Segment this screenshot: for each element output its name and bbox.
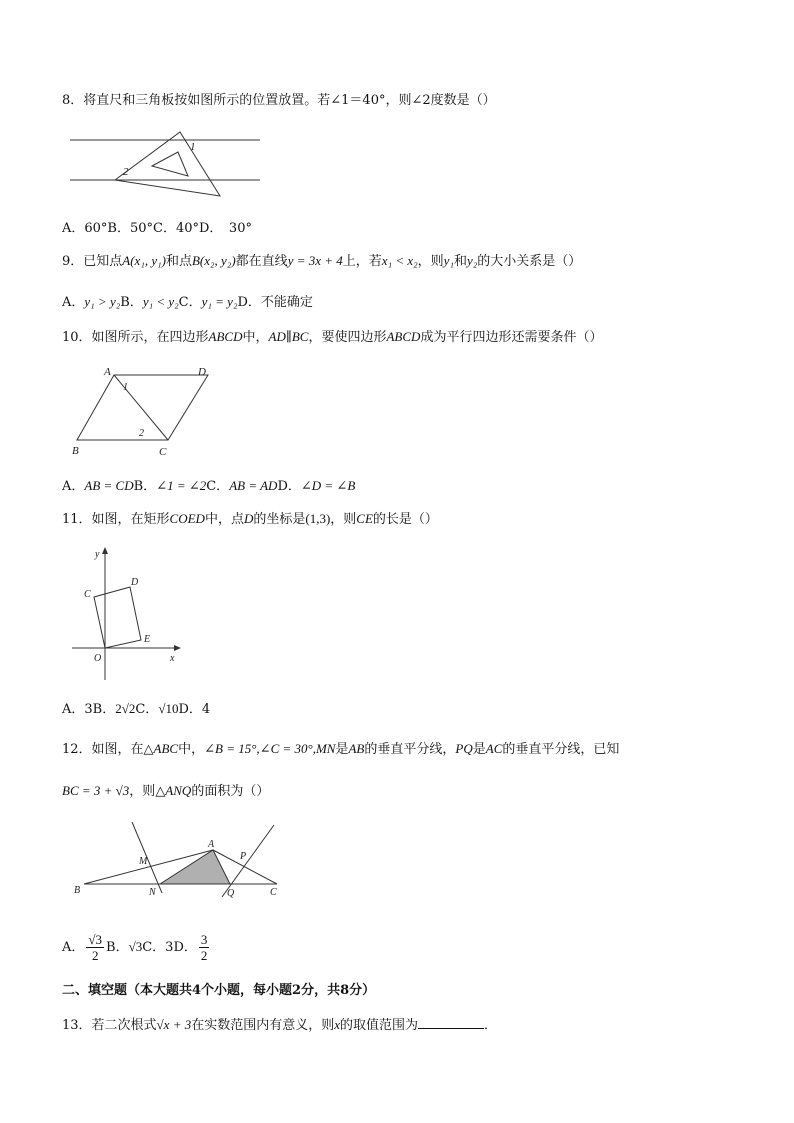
q10-label-2: 2: [139, 428, 144, 439]
q12-segment-ab: AB: [348, 741, 365, 756]
q12-option-d-fraction: [199, 932, 210, 963]
q12-text: ，则: [129, 784, 156, 799]
q12-label-m: M: [139, 856, 148, 867]
q12-option-a-fraction: [86, 932, 104, 963]
q12-bc-length: BC = 3 + √3: [62, 783, 130, 798]
q10-text: 中，: [242, 330, 269, 345]
section-title-fill-blank: 二、填空题（本大题共4个小题，每小题2分，共8分）: [62, 983, 376, 998]
q10-option-a-math: AB = CD: [84, 478, 134, 493]
q12-stem-line1: [62, 740, 619, 759]
q9-point-b: B(x₂, y₂): [191, 253, 236, 268]
q12-triangle-anq: △ANQ: [155, 783, 192, 798]
q13-text: ．: [484, 1018, 498, 1033]
q10-option-c: C．: [206, 479, 230, 494]
q11-label-o: O: [94, 653, 102, 664]
q10-options: [62, 477, 355, 496]
q11-label-y: y: [95, 549, 100, 560]
q11-option-d: D．4: [178, 702, 211, 717]
q9-option-a: A．: [62, 295, 85, 310]
q13-radical: √x + 3: [156, 1017, 192, 1032]
q13-text: 在实数范围内有意义，则: [191, 1018, 335, 1033]
q8-stem: 8．将直尺和三角板按如图所示的位置放置。若∠1＝40°，则∠2度数是（）: [62, 93, 496, 108]
q11-option-a: A．3B．: [62, 702, 116, 717]
q12-stem-line2: [62, 782, 269, 801]
q12-label-b: B: [74, 885, 81, 896]
q12-label-n: N: [149, 887, 156, 898]
q11-options: [62, 700, 210, 719]
q12-segment-pq: PQ: [455, 741, 473, 756]
q10-text: 10．如图所示，在四边形: [62, 330, 209, 345]
q8-label-1: 1: [190, 141, 196, 153]
q11-option-c-math: √10: [158, 701, 179, 716]
q12-option-d-numerator: 3: [200, 932, 208, 947]
q12-angles: ∠B = 15°,∠C = 30°,MN: [204, 741, 336, 756]
q11-rect: COED: [169, 511, 205, 526]
q9-text: ，则: [417, 254, 444, 269]
q12-option-a: A．: [62, 940, 85, 955]
q11-point-d: D: [243, 511, 254, 526]
q11-stem: [62, 510, 438, 529]
q11-label-d: D: [131, 577, 139, 588]
q12-text: 的垂直平分线，已知: [502, 742, 620, 757]
q12-option-d-denominator: 2: [200, 948, 208, 963]
q12-text: 12．如图，在: [62, 742, 144, 757]
q12-option-a-denominator: 2: [91, 948, 99, 963]
q8-options: A．60°B．50°C．40°D． 30°: [62, 221, 252, 236]
q11-option-c: C．: [135, 702, 159, 717]
q12-label-a: A: [208, 839, 215, 850]
q12-option-a-numerator: √3: [88, 932, 103, 947]
q9-text: 和点: [165, 254, 192, 269]
q12-text: 是: [472, 742, 486, 757]
q13-variable: x: [334, 1017, 341, 1032]
q11-text: 的坐标是: [253, 512, 306, 527]
q9-text: 和: [453, 254, 467, 269]
q10-option-d-math: ∠D = ∠B: [300, 478, 356, 493]
q9-y2: y₂: [466, 253, 478, 268]
q12-text: 是: [335, 742, 349, 757]
q10-option-a: A．: [62, 479, 85, 494]
q10-option-b-math: ∠1 = ∠2: [156, 478, 207, 493]
q12-option-b-math: √3: [128, 939, 143, 954]
q12-label-q: Q: [227, 888, 235, 899]
q10-parallel: AD∥BC: [268, 329, 309, 344]
q12-label-c: C: [270, 887, 277, 898]
q10-text: 成为平行四边形还需要条件（）: [420, 330, 603, 345]
q11-text: ，则: [330, 512, 357, 527]
q9-option-b-math: y₁ < y₂: [142, 294, 179, 309]
q9-options: [62, 293, 313, 312]
q8-figure: [70, 128, 265, 200]
q12-text: 的面积为（）: [191, 784, 270, 799]
q9-text: 9．已知点: [62, 254, 123, 269]
q10-figure: [70, 363, 225, 458]
q11-coordinate: (1,3): [305, 511, 331, 526]
q10-option-b: B．: [133, 479, 157, 494]
q12-option-b: B．: [106, 940, 129, 955]
q13-answer-blank[interactable]: [418, 1016, 484, 1029]
q11-option-b-math: 2√2: [115, 701, 136, 716]
q9-stem: [62, 252, 581, 271]
q9-y1: y₁: [443, 253, 454, 268]
q11-text: 的长是（）: [372, 512, 438, 527]
q12-text: 的垂直平分线，: [364, 742, 456, 757]
q12-options: [62, 930, 211, 965]
q10-option-c-math: AB = AD: [229, 478, 278, 493]
q12-figure: [72, 815, 287, 900]
q10-option-d: D．: [277, 479, 301, 494]
q9-option-c-math: y₁ = y₂: [201, 294, 238, 309]
q9-option-c: C．: [178, 295, 202, 310]
q8-label-2: 2: [123, 166, 129, 178]
q11-label-c: C: [84, 589, 91, 600]
q12-triangle: △ABC: [143, 741, 179, 756]
q11-segment: CE: [356, 511, 373, 526]
q9-option-d: D．不能确定: [237, 295, 313, 310]
q9-line-equation: y = 3x + 4: [287, 253, 343, 268]
q9-condition: x₁ < x₂: [381, 253, 418, 268]
q10-stem: [62, 328, 602, 347]
q11-label-e: E: [144, 634, 151, 645]
q11-text: 11．如图，在矩形: [62, 512, 170, 527]
q11-text: 中，点: [204, 512, 244, 527]
q13-stem: [62, 1016, 497, 1035]
q10-label-d: D: [198, 366, 206, 378]
q10-text: ，要使四边形: [308, 330, 387, 345]
q9-text: 的大小关系是（）: [477, 254, 582, 269]
q9-option-a-math: y₁ > y₂: [84, 294, 121, 309]
q12-text: 中，: [178, 742, 205, 757]
q13-text: 13．若二次根式: [62, 1018, 157, 1033]
q11-figure: [70, 545, 185, 683]
q12-label-p: P: [240, 851, 247, 862]
q10-quad: ABCD: [386, 329, 421, 344]
q9-text: 都在直线: [235, 254, 288, 269]
q9-option-b: B．: [120, 295, 143, 310]
q10-label-1: 1: [123, 382, 128, 393]
q10-label-c: C: [159, 446, 167, 458]
q11-label-x: x: [170, 653, 175, 664]
q12-segment-ac: AC: [485, 741, 503, 756]
q9-point-a: A(x₁, y₁): [122, 253, 166, 268]
q9-text: 上，若: [342, 254, 382, 269]
q10-label-b: B: [72, 445, 79, 457]
q10-label-a: A: [104, 366, 111, 378]
q13-text: 的取值范围为: [340, 1018, 419, 1033]
q10-quad: ABCD: [208, 329, 243, 344]
q12-option-c: C．3D．: [142, 940, 197, 955]
